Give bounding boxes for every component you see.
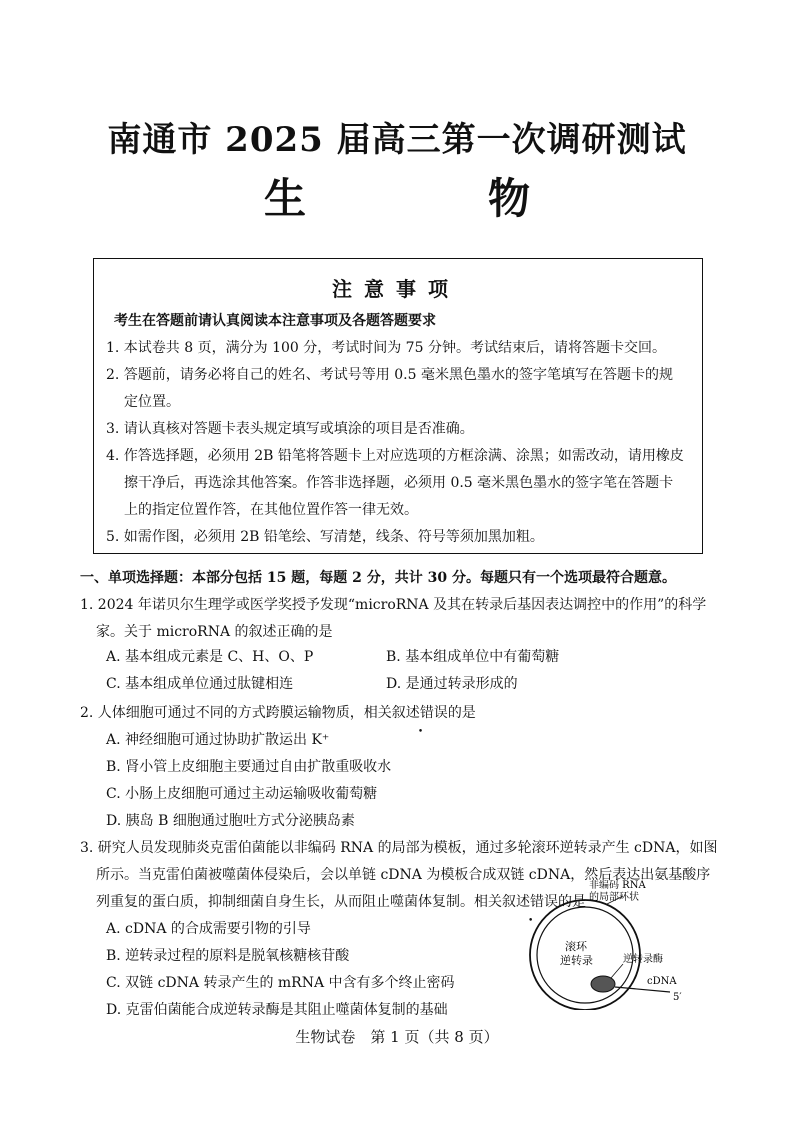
question-3-stem-pre: 3. 研究人员发现肺炎克雷伯菌能以非编码 RNA 的局部为模板，通过多轮滚环逆转录产生 cDNA，如图所示。当克雷伯菌被噬菌体侵染后，会以单链 cDNA 为模板合成双链 cDNA，然后表达出氨基酸序列重复的蛋白质，抑制细菌自身生长，从而阻止噬菌体复制。相关叙述 (80, 840, 718, 910)
question-2-emphasis: 错误 (419, 705, 448, 721)
question-3-stem-post: 的是 (558, 894, 586, 910)
question-1-options-row-2 (80, 673, 720, 700)
question-3-option-c: C. 双链 cDNA 转录产生的 mRNA 中含有多个终止密码 (106, 975, 455, 991)
diagram-label-5prime: 5′ (673, 992, 682, 1003)
notice-title: 注意事项 (332, 277, 460, 301)
question-2-stem-post: 的是 (447, 705, 476, 721)
diagram-label-rna-1: 非编码 RNA (589, 880, 646, 891)
notice-item-4: 4. 作答选择题，必须用 2B 铅笔将答题卡上对应选项的方框涂满、涂黑；如需改动，请用橡皮擦干净后，再选涂其他答案。作答非选择题，必须用 0.5 毫米黑色墨水的签字笔在答题卡上的指定位置作答，在其他位置作答一律无效。 (106, 448, 684, 518)
question-1-option-a: A. 基本组成元素是 C、H、O、P (106, 649, 314, 665)
notice-item-2: 2. 答题前，请务必将自己的姓名、考试号等用 0.5 毫米黑色墨水的签字笔填写在答题卡的规定位置。 (106, 367, 673, 410)
diagram-label-center-2: 逆转录 (560, 954, 593, 967)
question-1-option-c: C. 基本组成单位通过肽键相连 (106, 676, 294, 692)
page-footer: 生物试卷 第 1 页（共 8 页） (295, 1028, 499, 1046)
diagram-label-enzyme: 逆转录酶 (623, 954, 663, 965)
question-2-option-c: C. 小肠上皮细胞可通过主动运输吸收葡萄糖 (106, 786, 378, 802)
question-1-options-row-1 (80, 646, 720, 673)
diagram-label-center-1: 滚环 (565, 940, 587, 953)
diagram-label-cdna: cDNA (647, 976, 677, 987)
subject-title: 生 物 (263, 174, 600, 223)
question-3-option-a: A. cDNA 的合成需要引物的引导 (106, 921, 311, 937)
diagram-label-rna-2: 的局部环状 (589, 892, 639, 903)
question-1-stem: 1. 2024 年诺贝尔生理学或医学奖授予发现“microRNA 及其在转录后基因表达调控中的作用”的科学家。关于 microRNA 的叙述正确的是 (80, 597, 707, 640)
enzyme-label-pointer (611, 964, 623, 978)
notice-item-5: 5. 如需作图，必须用 2B 铅笔绘、写清楚，线条、符号等须加黑加粗。 (106, 529, 544, 545)
question-2-option-b: B. 肾小管上皮细胞主要通过自由扩散重吸收水 (106, 759, 392, 775)
question-2-option-d: D. 胰岛 B 细胞通过胞吐方式分泌胰岛素 (106, 813, 355, 829)
question-2-stem (80, 700, 720, 727)
exam-title: 南通市 2025 届高三第一次调研测试 (107, 120, 687, 160)
question-3-option-b: B. 逆转录过程的原料是脱氧核糖核苷酸 (106, 948, 350, 964)
question-2-stem-pre: 2. 人体细胞可通过不同的方式跨膜运输物质，相关叙述 (80, 705, 420, 721)
notice-item-1: 1. 本试卷共 8 页，满分为 100 分，考试时间为 75 分钟。考试结束后，请将答题卡交回。 (106, 340, 666, 356)
question-2-option-a: A. 神经细胞可通过协助扩散运出 K⁺ (106, 732, 330, 748)
cdna-strand-line (615, 987, 670, 992)
question-3-option-d: D. 克雷伯菌能合成逆转录酶是其阻止噬菌体复制的基础 (106, 1002, 448, 1018)
notice-item-3: 3. 请认真核对答题卡表头规定填写或填涂的项目是否准确。 (106, 421, 474, 437)
question-1-option-d: D. 是通过转录形成的 (386, 676, 518, 692)
question-3-emphasis: 错误 (530, 894, 558, 910)
question-1-option-b: B. 基本组成单位中有葡萄糖 (386, 649, 560, 665)
notice-box (93, 258, 703, 554)
section-heading: 一、单项选择题：本部分包括 15 题，每题 2 分，共计 30 分。每题只有一个选项最符合题意。 (80, 570, 676, 586)
reverse-transcriptase-shape (591, 976, 615, 992)
notice-lead: 考生在答题前请认真阅读本注意事项及各题答题要求 (114, 313, 436, 329)
rolling-circle-diagram (505, 880, 705, 1010)
